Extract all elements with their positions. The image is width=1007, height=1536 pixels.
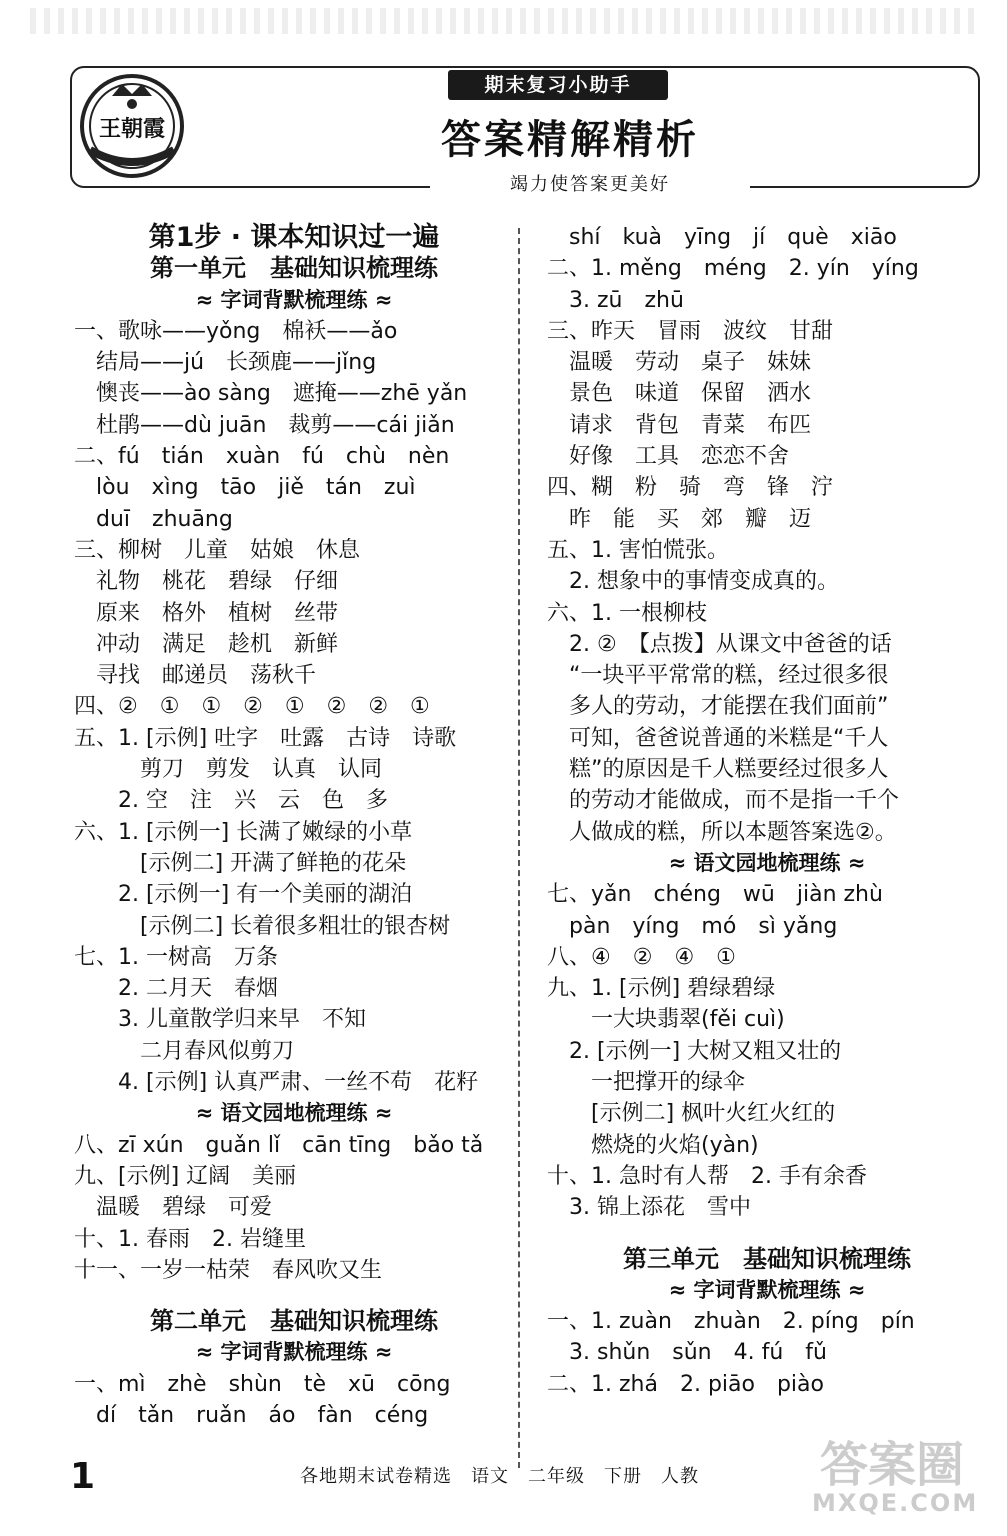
top-decoration xyxy=(30,8,980,34)
left-column xyxy=(74,222,514,1431)
answer-line: 温暖 碧绿 可爱 xyxy=(74,1195,273,1221)
answer-line: 九、[示例] 辽阔 美丽 xyxy=(74,1163,297,1189)
answer-line: 八、zī xún guǎn lǐ cān tīng bǎo tǎ xyxy=(74,1132,484,1158)
answer-line: 四、② ① ① ② ① ② ② ① xyxy=(74,694,430,720)
section-heading: 第三单元 基础知识梳理练 xyxy=(623,1244,911,1273)
answer-line: 一把撑开的绿伞 xyxy=(547,1070,746,1096)
answer-line: dí tǎn ruǎn áo fàn céng xyxy=(74,1402,429,1428)
answer-line: 结局——jú 长颈鹿——jǐng xyxy=(74,350,377,376)
page-title: 答案精解精析 xyxy=(441,117,699,163)
page-number: 1 xyxy=(70,1456,96,1497)
section-heading: 第二单元 基础知识梳理练 xyxy=(150,1307,438,1336)
answer-line: 三、柳树 儿童 姑娘 休息 xyxy=(74,537,361,563)
logo-text: 王朝霞 xyxy=(98,116,166,142)
answer-line: “一块平平常常的糕，经过很多很 xyxy=(547,663,889,689)
answer-line: 3. 锦上添花 雪中 xyxy=(547,1195,751,1221)
answer-line: 温暖 劳动 桌子 妹妹 xyxy=(547,350,812,376)
answer-line: 寻找 邮递员 荡秋千 xyxy=(74,663,317,689)
answer-line: 十一、一岁一枯荣 春风吹又生 xyxy=(74,1257,383,1283)
answer-line: 可知，爸爸说普通的米糕是“千人 xyxy=(547,725,889,751)
watermark xyxy=(812,1437,979,1517)
answer-line: 昨 能 买 郊 瓣 迈 xyxy=(547,506,812,532)
answer-line: 糕”的原因是千人糕要经过很多人 xyxy=(547,757,889,783)
column-divider xyxy=(518,228,520,1468)
right-column xyxy=(547,222,987,1400)
answer-line: 杜鹃——dù juān 裁剪——cái jiǎn xyxy=(74,412,455,438)
answer-line: 五、1. [示例] 吐字 吐露 古诗 诗歌 xyxy=(74,725,457,751)
section-heading: ≈ 语文园地梳理练 ≈ xyxy=(195,1101,393,1126)
answer-line: 二、1. měng méng 2. yín yíng xyxy=(547,256,919,282)
watermark-line2: MXQE.COM xyxy=(812,1489,979,1517)
answer-line: 二、1. zhá 2. piāo piào xyxy=(547,1371,824,1397)
answer-line: [示例二] 开满了鲜艳的花朵 xyxy=(74,850,407,876)
answer-line: 二月春风似剪刀 xyxy=(74,1038,295,1064)
answer-line: 2. 想象中的事情变成真的。 xyxy=(547,569,839,595)
answer-line: 四、糊 粉 骑 弯 锋 泞 xyxy=(547,475,834,501)
publisher-logo-icon xyxy=(76,70,188,182)
answer-line: 2. 空 注 兴 云 色 多 xyxy=(74,788,388,814)
answer-line: 礼物 桃花 碧绿 仔细 xyxy=(74,569,339,595)
answer-line: 三、昨天 冒雨 波纹 甘甜 xyxy=(547,318,834,344)
answer-line: 多人的劳动，才能摆在我们面前” xyxy=(547,694,889,720)
answer-line: 九、1. [示例] 碧绿碧绿 xyxy=(547,976,776,1002)
section-heading: 第一单元 基础知识梳理练 xyxy=(150,254,438,283)
section-heading: 第1步 · 课本知识过一遍 xyxy=(148,222,440,253)
section-heading: ≈ 语文园地梳理练 ≈ xyxy=(668,850,866,875)
header-tagline: 期末复习小助手 xyxy=(448,70,668,100)
answer-line: 一、歌咏——yǒng 棉袄——ǎo xyxy=(74,318,398,344)
answer-line: 3. zū zhū xyxy=(547,287,684,313)
answer-line: 4. [示例] 认真严肃、一丝不苟 花籽 xyxy=(74,1070,479,1096)
answer-line: 3. shǔn sǔn 4. fú fǔ xyxy=(547,1340,827,1366)
section-heading: ≈ 字词背默梳理练 ≈ xyxy=(668,1277,866,1302)
answer-line: 七、yǎn chéng wū jiàn zhù xyxy=(547,882,883,908)
answer-line: duī zhuāng xyxy=(74,506,233,532)
answer-line: 的劳动才能做成，而不是指一千个 xyxy=(547,788,900,814)
answer-line: 2. 二月天 春烟 xyxy=(74,976,278,1002)
answer-line: 人做成的糕，所以本题答案选②。 xyxy=(547,819,897,845)
answer-line: 2. [示例一] 大树又粗又壮的 xyxy=(547,1038,842,1064)
header-motto: 竭力使答案更美好 xyxy=(430,170,750,196)
answer-line: 冲动 满足 趁机 新鲜 xyxy=(74,631,339,657)
answer-line: lòu xìng tāo jiě tán zuì xyxy=(74,475,416,501)
section-heading: ≈ 字词背默梳理练 ≈ xyxy=(195,1340,393,1365)
answer-line: 五、1. 害怕慌张。 xyxy=(547,537,729,563)
section-heading: ≈ 字词背默梳理练 ≈ xyxy=(195,287,393,312)
answer-line: 懊丧——ào sàng 遮掩——zhē yǎn xyxy=(74,381,468,407)
answer-line: 六、1. [示例一] 长满了嫩绿的小草 xyxy=(74,819,413,845)
answer-line: 一大块翡翠(fěi cuì) xyxy=(547,1007,785,1033)
answer-line: 一、mì zhè shùn tè xū cōng xyxy=(74,1371,451,1397)
answer-line: 七、1. 一树高 万条 xyxy=(74,944,278,970)
answer-line: 原来 格外 植树 丝带 xyxy=(74,600,339,626)
answer-line: 二、fú tián xuàn fú chù nèn xyxy=(74,444,450,470)
answer-line: 十、1. 春雨 2. 岩缝里 xyxy=(74,1226,306,1252)
watermark-line1: 答案圈 xyxy=(819,1437,964,1493)
footer-text: 各地期末试卷精选 语文 二年级 下册 人教 xyxy=(300,1466,699,1487)
spacer xyxy=(74,1286,514,1306)
answer-line: 燃烧的火焰(yàn) xyxy=(547,1132,759,1158)
answer-line: pàn yíng mó sì yǎng xyxy=(547,913,838,939)
spacer xyxy=(547,1224,987,1244)
answer-line: 景色 味道 保留 洒水 xyxy=(547,381,812,407)
answer-line: [示例二] 枫叶火红火红的 xyxy=(547,1101,836,1127)
answer-line: 2. [示例一] 有一个美丽的湖泊 xyxy=(74,882,413,908)
answer-line: 2. ② 【点拨】从课文中爸爸的话 xyxy=(547,631,892,657)
answer-line: 请求 背包 青菜 布匹 xyxy=(547,412,812,438)
answer-line: 六、1. 一根柳枝 xyxy=(547,600,707,626)
answer-line: 八、④ ② ④ ① xyxy=(547,944,736,970)
answer-line: [示例二] 长着很多粗壮的银杏树 xyxy=(74,913,451,939)
answer-line: 好像 工具 恋恋不舍 xyxy=(547,444,790,470)
answer-line: shí kuà yīng jí què xiāo xyxy=(547,225,897,250)
answer-line: 3. 儿童散学归来早 不知 xyxy=(74,1007,366,1033)
answer-line: 剪刀 剪发 认真 认同 xyxy=(74,757,383,783)
answer-line: 十、1. 急时有人帮 2. 手有余香 xyxy=(547,1163,867,1189)
answer-line: 一、1. zuàn zhuàn 2. píng pín xyxy=(547,1309,915,1335)
